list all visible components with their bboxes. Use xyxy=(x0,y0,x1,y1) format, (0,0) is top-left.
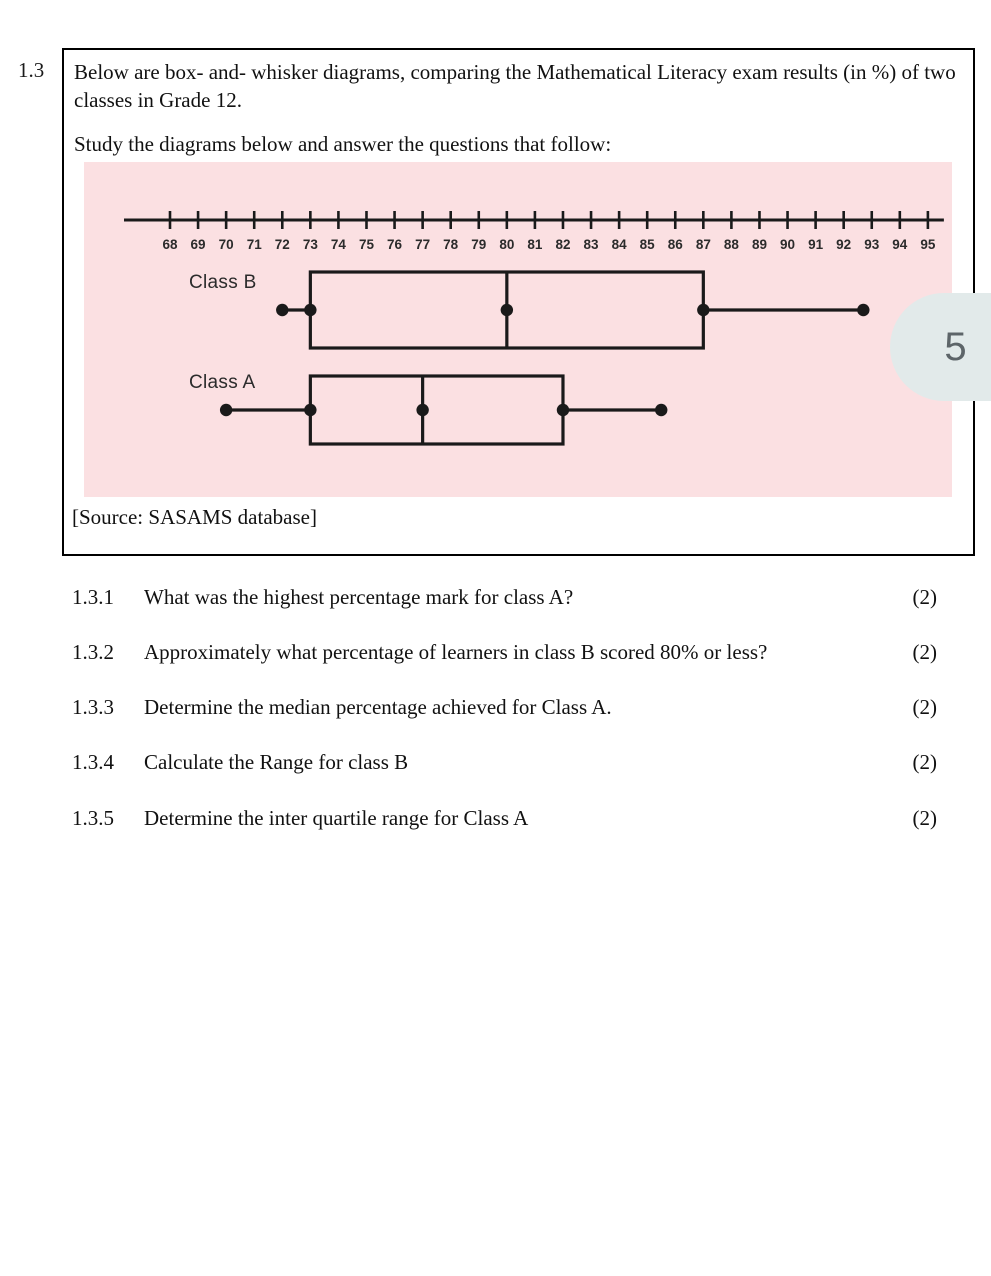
svg-text:94: 94 xyxy=(892,237,908,252)
svg-text:87: 87 xyxy=(695,237,711,252)
marks-badge-value: 5 xyxy=(944,324,967,369)
svg-text:88: 88 xyxy=(723,237,739,252)
svg-text:89: 89 xyxy=(751,237,767,252)
svg-text:80: 80 xyxy=(499,237,515,252)
svg-text:79: 79 xyxy=(471,237,487,252)
svg-text:95: 95 xyxy=(920,237,936,252)
box-whisker-chart xyxy=(84,162,952,497)
svg-text:86: 86 xyxy=(667,237,683,252)
sub-question-text: Determine the median percentage achieved for Class A. xyxy=(144,695,612,719)
svg-text:74: 74 xyxy=(330,237,346,252)
svg-text:90: 90 xyxy=(780,237,796,252)
svg-text:73: 73 xyxy=(302,237,318,252)
sub-question-marks: (2) xyxy=(912,640,937,664)
question-instruction-text: Study the diagrams below and answer the questions that follow: xyxy=(74,132,612,156)
svg-text:69: 69 xyxy=(190,237,206,252)
svg-text:75: 75 xyxy=(358,237,375,252)
source-caption: [Source: SASAMS database] xyxy=(72,505,317,529)
svg-text:83: 83 xyxy=(583,237,599,252)
question-intro-text: Below are box- and- whisker diagrams, comparing the Mathematical Literacy exam results (in %) of two classes in Grade 12. xyxy=(74,60,956,112)
class-b-label: Class B xyxy=(189,272,257,293)
svg-text:82: 82 xyxy=(555,237,571,252)
svg-text:68: 68 xyxy=(162,237,178,252)
svg-text:81: 81 xyxy=(527,237,543,252)
sub-question-text: Calculate the Range for class B xyxy=(144,750,409,774)
marks-badge xyxy=(890,293,991,401)
sub-question-marks: (2) xyxy=(912,806,937,830)
svg-text:85: 85 xyxy=(639,237,655,252)
svg-text:93: 93 xyxy=(864,237,880,252)
box-whisker-diagram-panel xyxy=(84,162,952,497)
sub-question-number: 1.3.1 xyxy=(72,585,114,609)
sub-question-text: Approximately what percentage of learners in class B scored 80% or less? xyxy=(144,640,768,664)
svg-text:77: 77 xyxy=(415,237,431,252)
sub-question-number: 1.3.2 xyxy=(72,640,114,664)
question-number: 1.3 xyxy=(18,58,45,82)
svg-text:72: 72 xyxy=(274,237,290,252)
svg-text:78: 78 xyxy=(443,237,459,252)
sub-question-text: Determine the inter quartile range for Class A xyxy=(144,806,529,830)
svg-text:71: 71 xyxy=(246,237,262,252)
svg-text:84: 84 xyxy=(611,237,627,252)
svg-text:70: 70 xyxy=(218,237,234,252)
question-box xyxy=(62,48,975,556)
sub-question-number: 1.3.3 xyxy=(72,695,114,719)
sub-question-text: What was the highest percentage mark for class A? xyxy=(144,585,574,609)
svg-text:92: 92 xyxy=(836,237,852,252)
svg-text:76: 76 xyxy=(387,237,403,252)
sub-question-marks: (2) xyxy=(912,585,937,609)
sub-question-number: 1.3.4 xyxy=(72,750,114,774)
sub-question-number: 1.3.5 xyxy=(72,806,114,830)
sub-question-marks: (2) xyxy=(912,695,937,719)
svg-text:91: 91 xyxy=(808,237,824,252)
class-a-label: Class A xyxy=(189,372,256,393)
sub-question-marks: (2) xyxy=(912,750,937,774)
